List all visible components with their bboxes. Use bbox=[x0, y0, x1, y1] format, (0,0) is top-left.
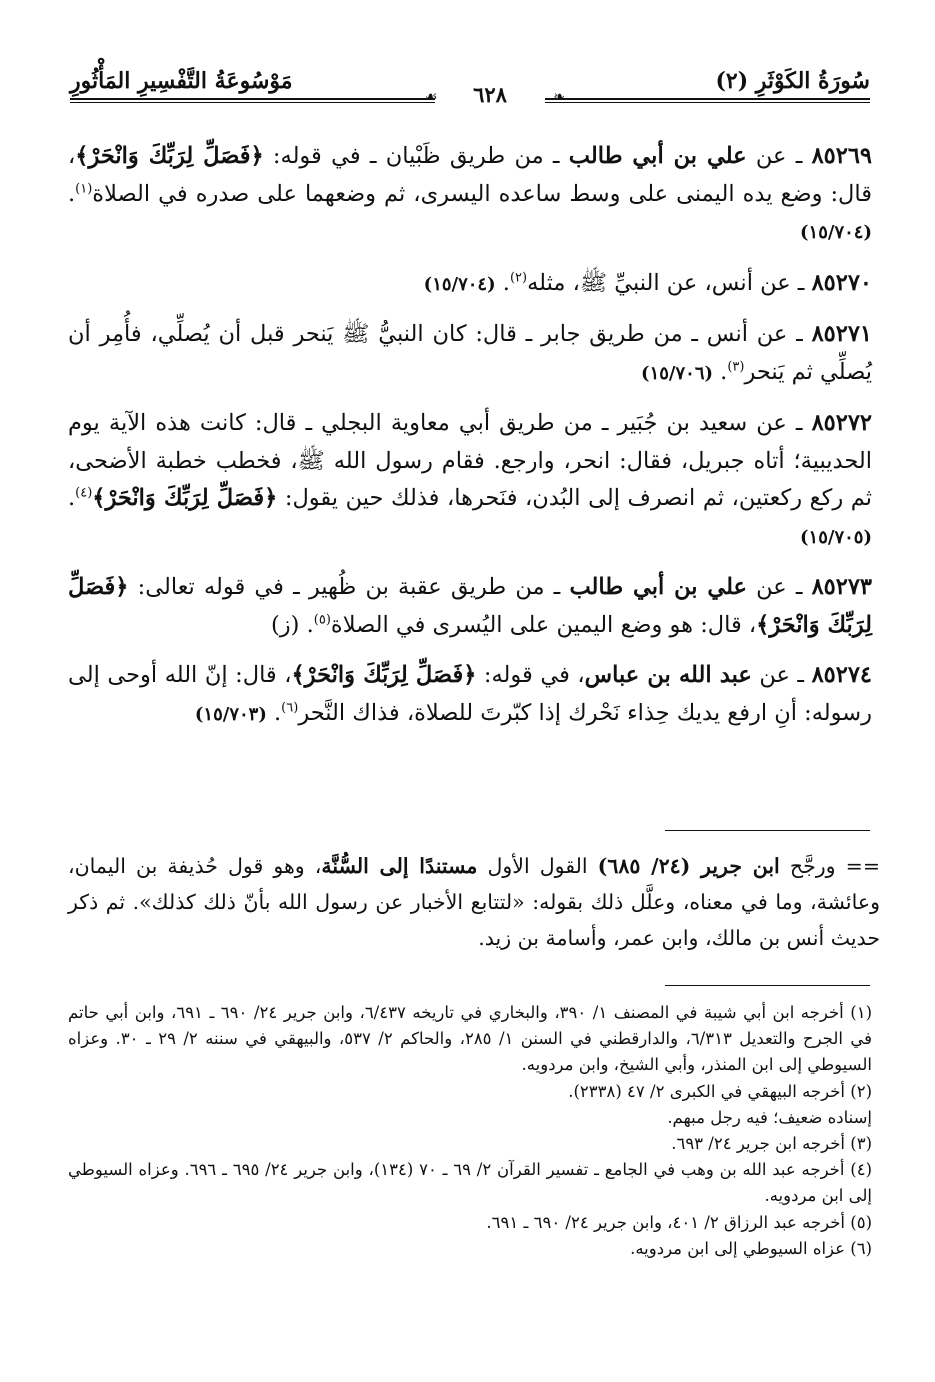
narration-85271 bbox=[68, 316, 872, 392]
narration-85272 bbox=[68, 405, 872, 556]
note-bold-text: ابن جرير (٢٤/ ٦٨٥) bbox=[597, 854, 780, 878]
narration-85269 bbox=[68, 138, 872, 252]
footnote: (٦) عزاه السيوطي إلى ابن مردويه. bbox=[630, 1238, 872, 1258]
ornament-right-icon: ❧ bbox=[553, 89, 565, 105]
narrator-name: علي بن أبي طالب bbox=[569, 574, 747, 600]
narration-text: ـ من طريق ظَبْيان ـ في قوله: bbox=[263, 143, 569, 169]
page-number: ٦٢٨ bbox=[435, 82, 545, 107]
narration-text: . bbox=[266, 699, 282, 726]
volume-reference: (١٥/٧٠٤) bbox=[423, 273, 496, 295]
footnote-separator bbox=[665, 985, 870, 986]
narration-85274 bbox=[68, 657, 872, 733]
footnote-marker: (٦) bbox=[281, 700, 299, 715]
continuation-mark: == bbox=[845, 854, 881, 878]
editor-note bbox=[68, 848, 880, 956]
footnote-marker: (١) bbox=[75, 181, 93, 196]
narrator-name: علي بن أبي طالب bbox=[568, 143, 747, 169]
narration-text: ـ عن bbox=[746, 574, 812, 600]
ornament-left-icon: ☙ bbox=[425, 89, 438, 105]
narration-85273 bbox=[68, 569, 872, 644]
narration-number: ٨٥٢٧٤ bbox=[811, 662, 872, 688]
narration-text: ـ عن أنس ـ من طريق جابر ـ قال: كان النبيُّ ﷺ يَنحر قبل أن يُصلِّي، فأُمِر أن يُصلِّي ثم يَنحر bbox=[68, 321, 872, 385]
footnote: إسناده ضعيف؛ فيه رجل مبهم. bbox=[667, 1107, 872, 1127]
narration-number: ٨٥٢٦٩ bbox=[811, 143, 872, 169]
note-separator bbox=[665, 830, 870, 831]
narration-85270 bbox=[68, 265, 872, 304]
quran-verse: ﴿فَصَلِّ لِرَبِّكَ وَانْحَرْ﴾ bbox=[68, 574, 872, 638]
narration-number: ٨٥٢٧٣ bbox=[811, 574, 873, 600]
narration-text: ، في قوله: bbox=[476, 662, 585, 688]
footnote-marker: (٥) bbox=[313, 612, 331, 627]
footnote: (٣) أخرجه ابن جرير ٢٤/ ٦٩٣. bbox=[671, 1134, 872, 1154]
narration-number: ٨٥٢٧٠ bbox=[811, 269, 872, 296]
narration-number: ٨٥٢٧٢ bbox=[811, 410, 872, 436]
narration-text: . bbox=[495, 269, 510, 296]
narration-text: . bbox=[713, 358, 728, 385]
note-text: ورجَّح bbox=[779, 854, 846, 878]
footnote: (٢) أخرجه البيهقي في الكبرى ٢/ ٤٧ (٢٣٣٨). bbox=[568, 1081, 872, 1101]
book-title: مَوْسُوعَةُ التَّفْسِيرِ المَأْثُورِ bbox=[70, 68, 293, 94]
footnotes bbox=[68, 1000, 872, 1262]
narration-number: ٨٥٢٧١ bbox=[811, 321, 872, 347]
narration-text: ـ من طريق عقبة بن ظُهير ـ في قوله تعالى: bbox=[128, 574, 570, 600]
main-text bbox=[68, 138, 872, 746]
footnote: (٤) أخرجه عبد الله بن وهب في الجامع ـ تفسير القرآن ٢/ ٦٩ ـ ٧٠ (١٣٤)، وابن جرير ٢٤/ ٦٩٥ ـ ٦٩٦. وعزاه السيوطي إلى ابن مردويه. bbox=[68, 1160, 872, 1206]
footnote-marker: (٢) bbox=[509, 270, 528, 285]
quran-verse: ﴿فَصَلِّ لِرَبِّكَ وَانْحَرْ﴾ bbox=[291, 662, 477, 688]
note-text: القول الأول bbox=[477, 854, 598, 878]
volume-reference: (١٥/٧٠٤) bbox=[800, 222, 872, 243]
narration-text: . bbox=[68, 485, 76, 511]
footnote: (٥) أخرجه عبد الرزاق ٢/ ٤٠١، وابن جرير ٢٤/ ٦٩٠ ـ ٦٩١. bbox=[486, 1212, 872, 1232]
narration-text: . (ز) bbox=[271, 611, 314, 638]
narration-text: ـ عن سعيد بن جُبَير ـ من طريق أبي معاوية البجلي ـ قال: كانت هذه الآية يوم الحديبية؛ أتاه جبريل، فقال: انحر، وارجع. فقام رسول الله ﷺ، فخطب خطبة الأضحى، ثم ركع ركعتين، ثم انصرف إلى البُدن، فنَحرها، فذلك حين يقول: bbox=[68, 410, 872, 511]
note-bold-text: مستندًا إلى السُّنَّة bbox=[321, 854, 478, 878]
note-text: ، وهو قول حُذيفة بن اليمان، وعائشة، وما في معناه، وعلَّل ذلك بقوله: «لتتابع الأخبار عن رسول الله بأنّ ذلك كذلك». ثم ذكر حديث أنس بن مالك، وابن عمر، وأسامة بن زيد. bbox=[68, 854, 880, 950]
volume-reference: (١٥/٧٠٦) bbox=[641, 362, 714, 384]
narration-text: . bbox=[68, 180, 76, 207]
narration-text: ـ عن bbox=[751, 662, 812, 688]
narration-text: ، قال: وضع يده اليمنى على وسط ساعده اليسرى، ثم وضعهما على صدره في الصلاة bbox=[68, 143, 872, 207]
narration-text: ، قال: إنّ الله أوحى إلى رسوله: أنِ ارفع يديك حِذاء نَحْرك إذا كبّرتَ للصلاة، فذاك النَّحر bbox=[68, 662, 872, 726]
footnote-marker: (٤) bbox=[75, 485, 93, 501]
quran-verse: ﴿فَصَلِّ لِرَبِّكَ وَانْحَرْ﴾ bbox=[92, 485, 278, 511]
running-header bbox=[70, 62, 870, 110]
footnote: (١) أخرجه ابن أبي شيبة في المصنف ١/ ٣٩٠، والبخاري في تاريخه ٦/٤٣٧، وابن جرير ٢٤/ ٦٩٠ ـ ٦٩١، وابن أبي حاتم في الجرح والتعديل ٦/٣١٣، والدارقطني في السنن ١/ ٢٨٥، والحاكم ٢/ ٥٣٧، والبيهقي في سننه ٢/ ٢٩ ـ ٣٠. وعزاه السيوطي إلى ابن المنذر، وأبي الشيخ، وابن مردويه. bbox=[68, 1003, 873, 1075]
quran-verse: ﴿فَصَلِّ لِرَبِّكَ وَانْحَرْ﴾ bbox=[75, 143, 264, 169]
narrator-name: عبد الله بن عباس bbox=[584, 662, 752, 688]
volume-reference: (١٥/٧٠٣) bbox=[194, 703, 267, 725]
narration-text: ، قال: هو وضع اليمين على اليُسرى في الصلاة bbox=[330, 611, 757, 638]
surah-title: سُورَةُ الكَوْثَرِ (٢) bbox=[715, 68, 870, 94]
narration-text: ـ عن أنس، عن النبيِّ ﷺ، مثله bbox=[527, 269, 812, 296]
narration-text: ـ عن bbox=[746, 143, 812, 169]
volume-reference: (١٥/٧٠٥) bbox=[800, 526, 872, 548]
footnote-marker: (٣) bbox=[727, 359, 745, 374]
